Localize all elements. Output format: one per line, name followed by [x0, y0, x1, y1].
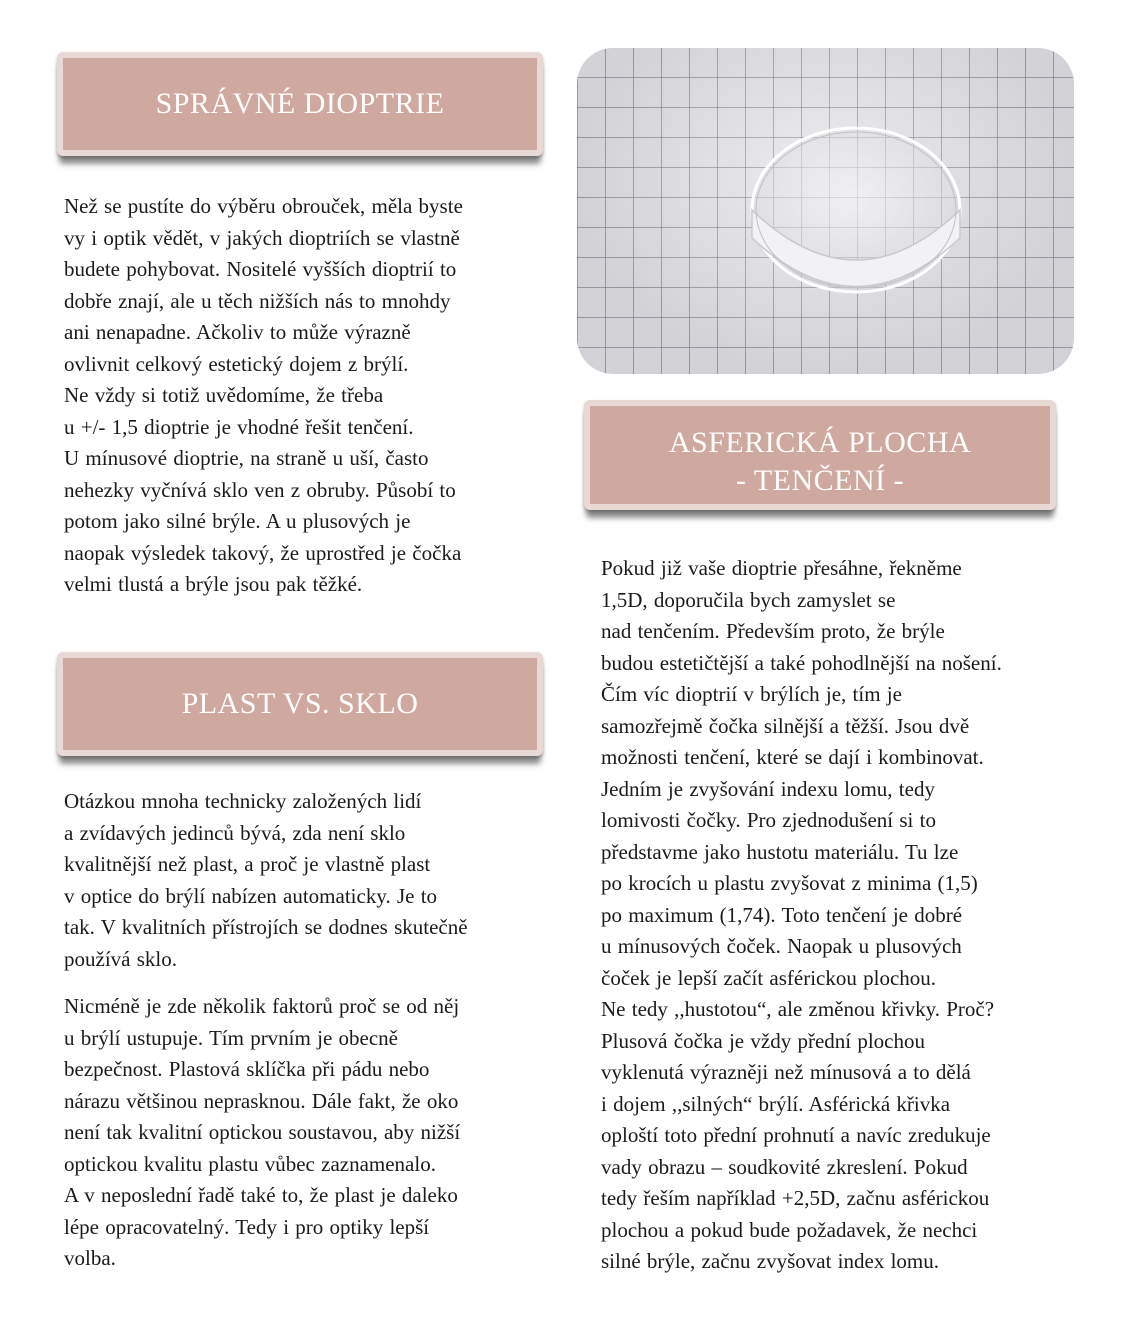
heading-aspheric-line-2: - TENČENÍ -	[735, 464, 905, 497]
heading-aspheric-line-1: ASFERICKÁ PLOCHA	[668, 426, 972, 459]
heading-correct-diopters-text: SPRÁVNÉ DIOPTRIE	[155, 87, 445, 120]
paragraph-aspheric: Pokud již vaše dioptrie přesáhne, řekněme 1,5D, doporučila bych zamyslet se nad tenčením. Především proto, že brýle budou estetičtější a také pohodlnější na nošení. Čím víc dioptrií v brýlích je, tím je samozřejmě čočka silnější a těžší. Jsou dvě možnosti tenčení, které se dají i kombinovat. Jedním je zvyšování indexu lomu, tedy lomivosti čočky. Pro zjednodušení si to představme jako hustotu materiálu. Tu lze po krocích u plastu zvyšovat z minima (1,5) po maximum (1,74). Toto tenčení je dobré u mínusových čoček. Naopak u plusových čoček je lepší začít asférickou plochou. Ne tedy ,,hustotou“, ale změnou křivky. Proč? Plusová čočka je vždy přední plochou vyklenutá výrazněji než mínusová a to dělá i dojem ,,silných“ brýlí. Asférická křivka oploští toto přední prohnutí a navíc zredukuje vady obrazu – soudkovité zkreslení. Pokud tedy řeším například +2,5D, začnu asférickou plochou a pokud bude požadavek, že nechci silné brýle, začnu zvyšovat index lomu.	[601, 556, 1002, 1273]
lens-on-grid-photo	[577, 48, 1074, 374]
heading-plastic-vs-glass	[57, 652, 543, 756]
heading-plastic-vs-glass-text: PLAST VS. SKLO	[181, 687, 419, 720]
paragraph-plastic-vs-glass-1: Otázkou mnoha technicky založených lidí a zvídavých jedinců bývá, zda není sklo kvalitnější než plast, a proč je vlastně plast v optice do brýlí nabízen automaticky. Je to tak. V kvalitních přístrojích se dodnes skutečně používá sklo.	[64, 789, 468, 971]
paragraph-plastic-vs-glass-2: Nicméně je zde několik faktorů proč se od něj u brýlí ustupuje. Tím prvním je obecně bezpečnost. Plastová sklíčka při pádu nebo nárazu většinou neprasknou. Dále fakt, že oko není tak kvalitní optickou soustavou, aby nižší optickou kvalitu plastu vůbec zaznamenalo. A v neposlední řadě také to, že plast je daleko lépe opracovatelný. Tedy i pro optiky lepší volba.	[64, 994, 461, 1270]
lens-image	[745, 120, 967, 330]
heading-aspheric	[584, 400, 1056, 510]
heading-correct-diopters	[57, 52, 543, 156]
paragraph-correct-diopters: Než se pustíte do výběru obrouček, měla byste vy i optik vědět, v jakých dioptriích se vlastně budete pohybovat. Nositelé vyšších dioptrií to dobře znají, ale u těch nižších nás to mnohdy ani nenapadne. Ačkoliv to může výrazně ovlivnit celkový estetický dojem z brýlí. Ne vždy si totiž uvědomíme, že třeba u +/- 1,5 dioptrie je vhodné řešit tenčení. U mínusové dioptrie, na straně u uší, často nehezky vyčnívá sklo ven z obruby. Působí to potom jako silné brýle. A u plusových je naopak výsledek takový, že uprostřed je čočka velmi tlustá a brýle jsou pak těžké.	[64, 194, 463, 596]
